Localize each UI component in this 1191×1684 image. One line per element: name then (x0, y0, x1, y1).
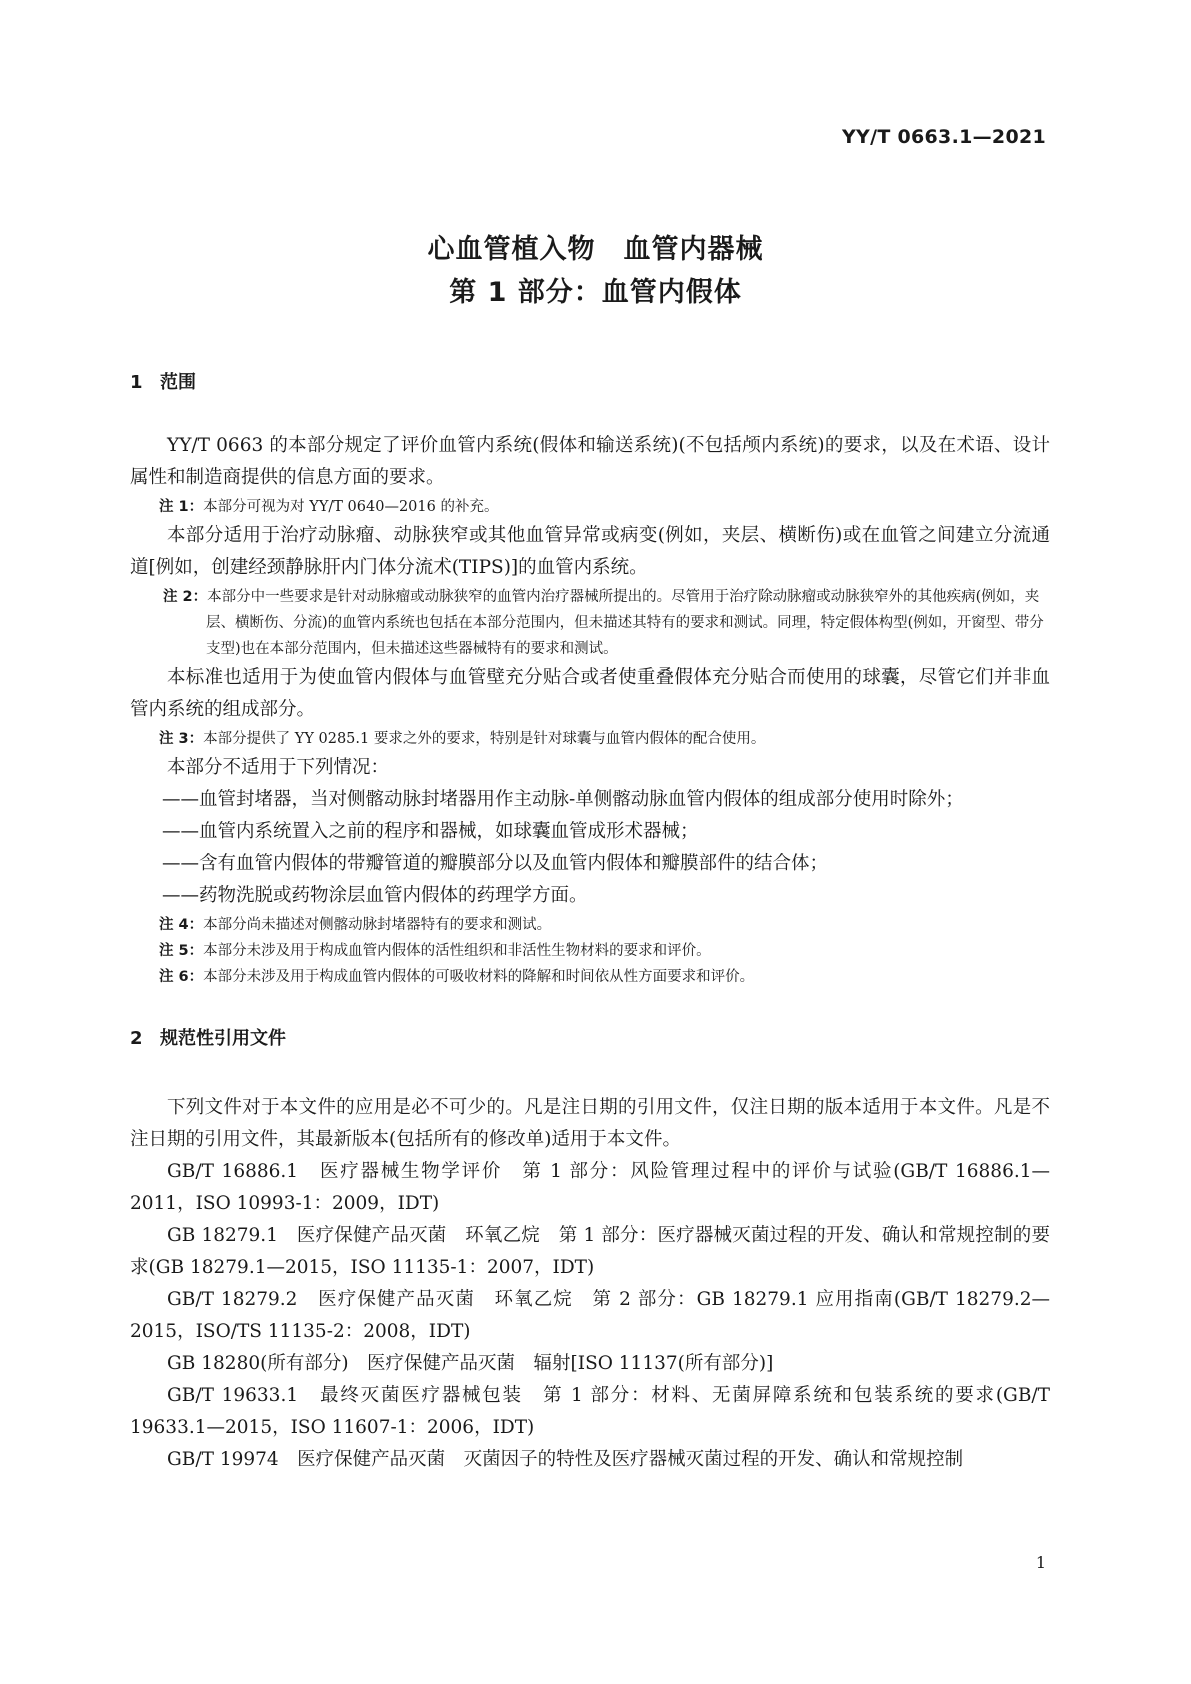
note: 注 5：本部分未涉及用于构成血管内假体的活性组织和非活性生物材料的要求和评价。 (159, 943, 711, 959)
section-number: 2 (130, 1028, 143, 1049)
title-line-2: 第 1 部分：血管内假体 (449, 277, 742, 308)
note: 注 3：本部分提供了 YY 0285.1 要求之外的要求，特别是针对球囊与血管内假体的配合使用。 (159, 731, 766, 747)
section-title: 范围 (160, 372, 196, 393)
reference-item: GB 18280(所有部分) 医疗保健产品灭菌 辐射[ISO 11137(所有部分)] (167, 1353, 774, 1374)
note: 注 1：本部分可视为对 YY/T 0640—2016 的补充。 (159, 499, 499, 515)
section-1-heading (130, 368, 1050, 394)
paragraph: 本部分适用于治疗动脉瘤、动脉狭窄或其他血管异常或病变(例如，夹层、横断伤)或在血管之间建立分流通道[例如，创建经颈静脉肝内门体分流术(TIPS)]的血管内系统。 (130, 525, 1050, 578)
paragraph: 下列文件对于本文件的应用是必不可少的。凡是注日期的引用文件，仅注日期的版本适用于本文件。凡是不注日期的引用文件，其最新版本(包括所有的修改单)适用于本文件。 (130, 1097, 1050, 1150)
section-title: 规范性引用文件 (160, 1028, 286, 1049)
paragraph: 本标准也适用于为使血管内假体与血管壁充分贴合或者使重叠假体充分贴合而使用的球囊，尽管它们并非血管内系统的组成部分。 (130, 667, 1050, 720)
page-number: 1 (1035, 1553, 1046, 1572)
section-2-heading (130, 1024, 1050, 1050)
reference-item: GB/T 19633.1 最终灭菌医疗器械包装 第 1 部分：材料、无菌屏障系统和包装系统的要求(GB/T 19633.1—2015，ISO 11607-1：2006，IDT) (130, 1385, 1050, 1438)
reference-item: GB 18279.1 医疗保健产品灭菌 环氧乙烷 第 1 部分：医疗器械灭菌过程的开发、确认和常规控制的要求(GB 18279.1—2015，ISO 11135-1：2007，IDT) (130, 1225, 1050, 1278)
paragraph: YY/T 0663 的本部分规定了评价血管内系统(假体和输送系统)(不包括颅内系统)的要求，以及在术语、设计属性和制造商提供的信息方面的要求。 (130, 435, 1050, 488)
body-content (130, 368, 1050, 1476)
note: 注 4：本部分尚未描述对侧髂动脉封堵器特有的要求和测试。 (159, 917, 552, 933)
list-item: ——血管封堵器，当对侧髂动脉封堵器用作主动脉-单侧髂动脉血管内假体的组成部分使用时除外； (162, 789, 964, 810)
list-item: ——药物洗脱或药物涂层血管内假体的药理学方面。 (162, 885, 588, 906)
title-line-1: 心血管植入物 血管内器械 (427, 234, 764, 265)
reference-item: GB/T 19974 医疗保健产品灭菌 灭菌因子的特性及医疗器械灭菌过程的开发、确认和常规控制 (167, 1449, 964, 1470)
note: 注 6：本部分未涉及用于构成血管内假体的可吸收材料的降解和时间依从性方面要求和评价。 (159, 969, 755, 985)
section-number: 1 (130, 372, 143, 393)
list-item: ——血管内系统置入之前的程序和器械，如球囊血管成形术器械； (162, 821, 699, 842)
note: 注 2：本部分中一些要求是针对动脉瘤或动脉狭窄的血管内治疗器械所提出的。尽管用于治疗除动脉瘤或动脉狭窄外的其他疾病(例如，夹层、横断伤、分流)的血管内系统也包括在本部分范围内，但未描述其特有的要求和测试。同理，特定假体构型(例如，开窗型、带分支型)也在本部分范围内，但未描述这些器械特有的要求和测试。 (163, 589, 1044, 657)
paragraph: 本部分不适用于下列情况： (167, 757, 390, 778)
standard-code: YY/T 0663.1—2021 (841, 126, 1046, 148)
reference-item: GB/T 18279.2 医疗保健产品灭菌 环氧乙烷 第 2 部分：GB 18279.1 应用指南(GB/T 18279.2—2015，ISO/TS 11135-2：2008，IDT) (130, 1289, 1050, 1342)
list-item: ——含有血管内假体的带瓣管道的瓣膜部分以及血管内假体和瓣膜部件的结合体； (162, 853, 829, 874)
reference-item: GB/T 16886.1 医疗器械生物学评价 第 1 部分：风险管理过程中的评价与试验(GB/T 16886.1—2011，ISO 10993-1：2009，IDT) (130, 1161, 1050, 1214)
